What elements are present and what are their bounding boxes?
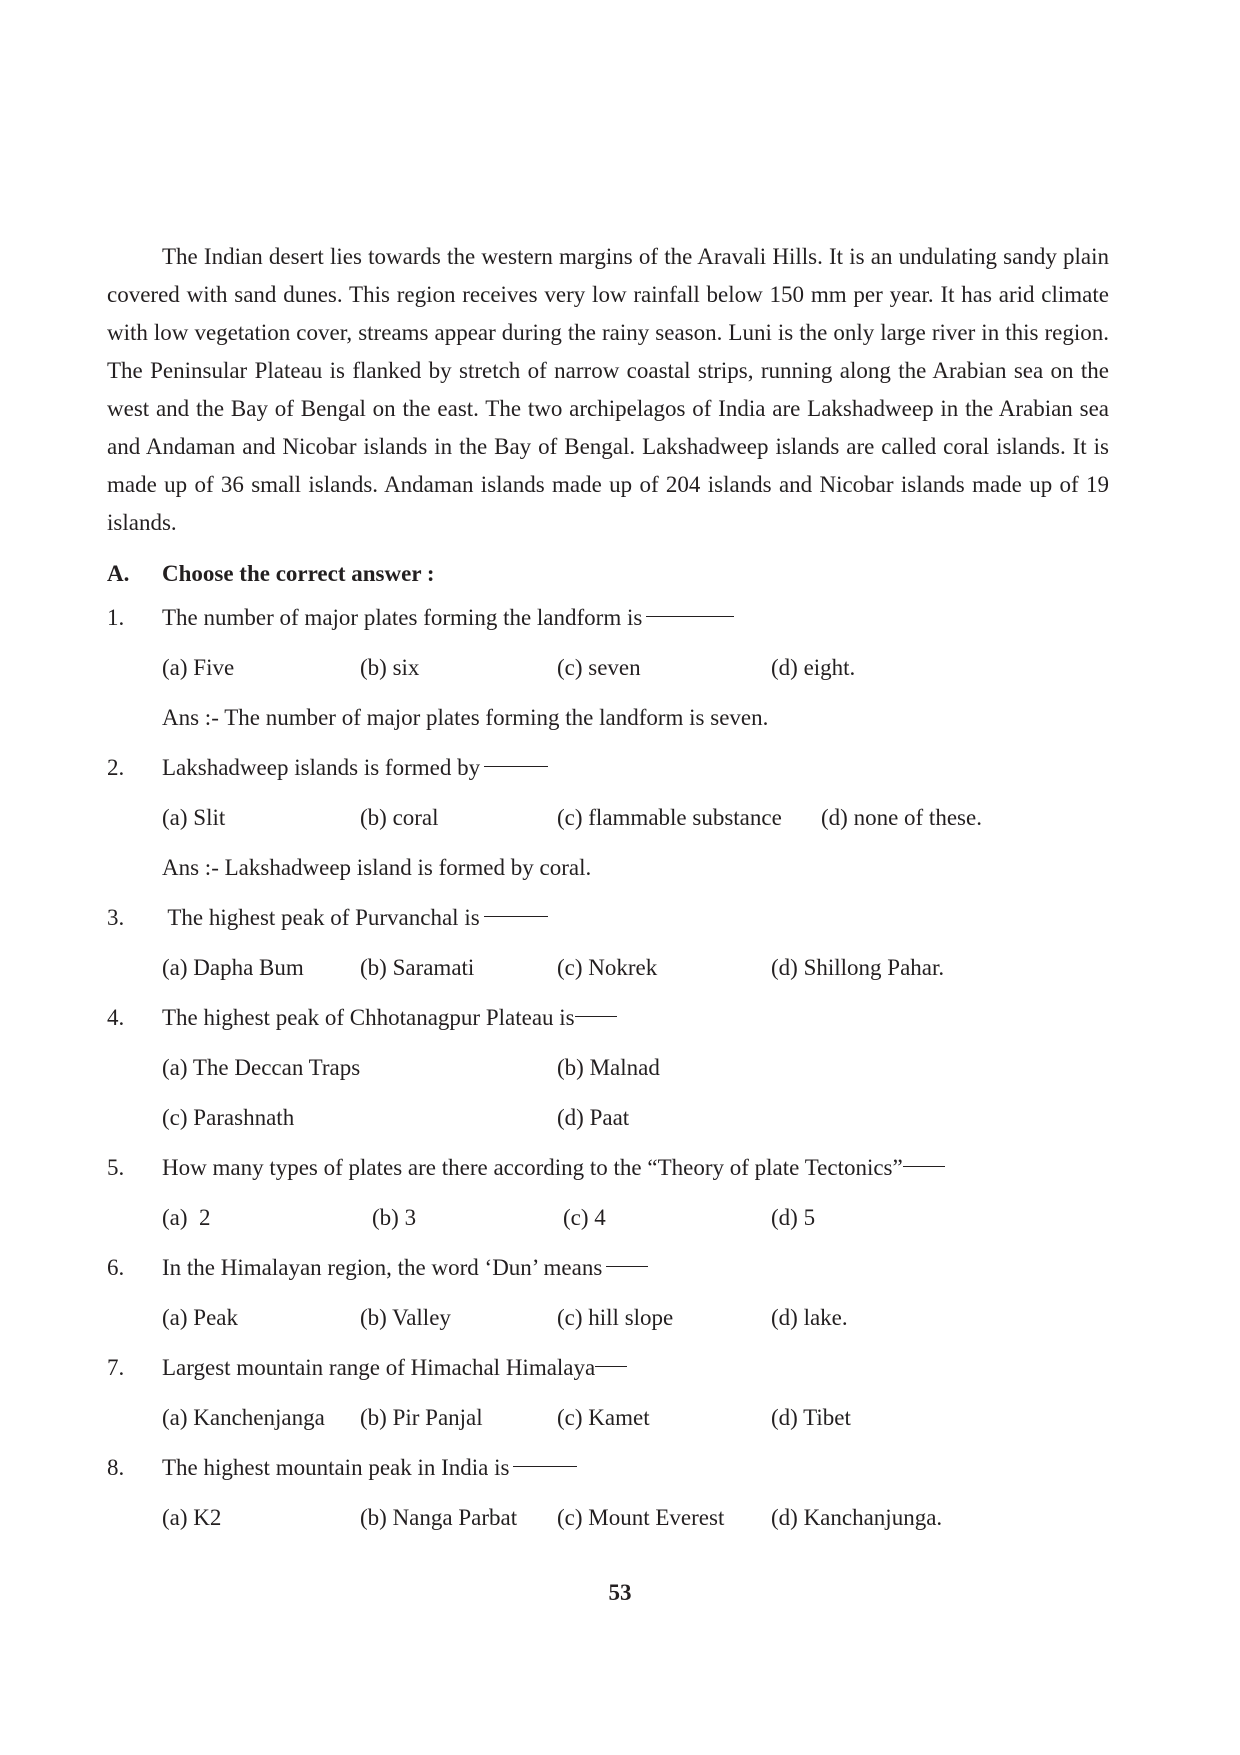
option-c: (c) hill slope <box>557 1305 674 1330</box>
question-8 <box>107 1443 1109 1493</box>
option-c: (c) Kamet <box>557 1405 650 1430</box>
options-7 <box>107 1393 1109 1443</box>
option-b: (b) Pir Panjal <box>360 1405 483 1430</box>
option-a: (a) 2 <box>162 1205 211 1230</box>
option-d: (d) Shillong Pahar. <box>771 955 945 980</box>
option-c: (c) flammable substance <box>557 805 782 830</box>
answer-blank <box>646 616 734 617</box>
option-d: (d) 5 <box>771 1205 816 1230</box>
section-label: A. <box>107 561 130 586</box>
question-number: 4. <box>107 1005 125 1030</box>
option-b: (b) Malnad <box>557 1055 660 1080</box>
section-heading <box>107 555 1109 593</box>
option-a: (a) The Deccan Traps <box>162 1055 361 1080</box>
question-text: Largest mountain range of Himachal Himalaya <box>162 1343 627 1393</box>
answer-blank <box>606 1266 648 1267</box>
options-4a <box>107 1043 1109 1093</box>
options-5 <box>107 1193 1109 1243</box>
question-2 <box>107 743 1109 793</box>
option-c: (c) Nokrek <box>557 955 658 980</box>
answer-blank <box>595 1366 627 1367</box>
option-d: (d) lake. <box>771 1305 848 1330</box>
question-number: 7. <box>107 1355 125 1380</box>
question-4 <box>107 993 1109 1043</box>
answer-blank <box>903 1166 945 1167</box>
page-number: 53 <box>608 1580 632 1605</box>
option-c: (c) seven <box>557 655 641 680</box>
option-d: (d) Paat <box>557 1105 630 1130</box>
question-6 <box>107 1243 1109 1293</box>
answer-1: Ans :- The number of major plates forming the landform is seven. <box>162 705 769 730</box>
question-number: 3. <box>107 905 125 930</box>
answer-blank <box>484 916 548 917</box>
option-b: (b) Saramati <box>360 955 475 980</box>
question-number: 1. <box>107 605 125 630</box>
answer-2: Ans :- Lakshadweep island is formed by coral. <box>162 855 592 880</box>
options-4b <box>107 1093 1109 1143</box>
question-5 <box>107 1143 1109 1193</box>
question-text: How many types of plates are there according to the “Theory of plate Tectonics” <box>162 1143 945 1193</box>
option-a: (a) K2 <box>162 1505 222 1530</box>
question-number: 2. <box>107 755 125 780</box>
option-d: (d) eight. <box>771 655 856 680</box>
answer-blank <box>513 1466 577 1467</box>
option-b: (b) Valley <box>360 1305 451 1330</box>
page-content <box>107 238 1109 1543</box>
question-text: The highest peak of Chhotanagpur Plateau is <box>162 993 617 1043</box>
options-1 <box>107 643 1109 693</box>
question-text: In the Himalayan region, the word ‘Dun’ means <box>162 1243 648 1293</box>
option-b: (b) six <box>360 655 420 680</box>
option-c: (c) 4 <box>563 1205 606 1230</box>
option-c: (c) Mount Everest <box>557 1505 725 1530</box>
question-number: 8. <box>107 1455 125 1480</box>
intro-paragraph: The Indian desert lies towards the western margins of the Aravali Hills. It is an undulating sandy plain covered with sand dunes. This region receives very low rainfall below 150 mm per year. It has arid climate with low vegetation cover, streams appear during the rainy season. Luni is the only large river in this region. The Peninsular Plateau is flanked by stretch of narrow coastal strips, running along the Arabian sea on the west and the Bay of Bengal on the east. The two archipelagos of India are Lakshadweep in the Arabian sea and Andaman and Nicobar islands in the Bay of Bengal. Lakshadweep islands are called coral islands. It is made up of 36 small islands. Andaman islands made up of 204 islands and Nicobar islands made up of 19 islands. <box>107 244 1109 535</box>
question-3 <box>107 893 1109 943</box>
option-a: (a) Dapha Bum <box>162 955 304 980</box>
option-d: (d) Tibet <box>771 1405 851 1430</box>
answer-blank <box>575 1016 617 1017</box>
options-8 <box>107 1493 1109 1543</box>
options-3 <box>107 943 1109 993</box>
question-text: Lakshadweep islands is formed by <box>162 743 548 793</box>
option-d: (d) none of these. <box>821 805 982 830</box>
answer-blank <box>484 766 548 767</box>
question-1 <box>107 593 1109 643</box>
question-text: The highest peak of Purvanchal is <box>162 893 548 943</box>
option-b: (b) coral <box>360 805 439 830</box>
option-b: (b) 3 <box>372 1205 417 1230</box>
question-number: 5. <box>107 1155 125 1180</box>
question-number: 6. <box>107 1255 125 1280</box>
option-a: (a) Peak <box>162 1305 238 1330</box>
option-b: (b) Nanga Parbat <box>360 1505 518 1530</box>
option-a: (a) Five <box>162 655 235 680</box>
section-title: Choose the correct answer : <box>162 561 435 586</box>
option-a: (a) Slit <box>162 805 226 830</box>
option-d: (d) Kanchanjunga. <box>771 1505 943 1530</box>
question-text: The number of major plates forming the landform is <box>162 593 734 643</box>
option-c: (c) Parashnath <box>162 1105 295 1130</box>
options-6 <box>107 1293 1109 1343</box>
question-text: The highest mountain peak in India is <box>162 1443 577 1493</box>
option-a: (a) Kanchenjanga <box>162 1405 325 1430</box>
options-2 <box>107 793 1109 843</box>
question-7 <box>107 1343 1109 1393</box>
